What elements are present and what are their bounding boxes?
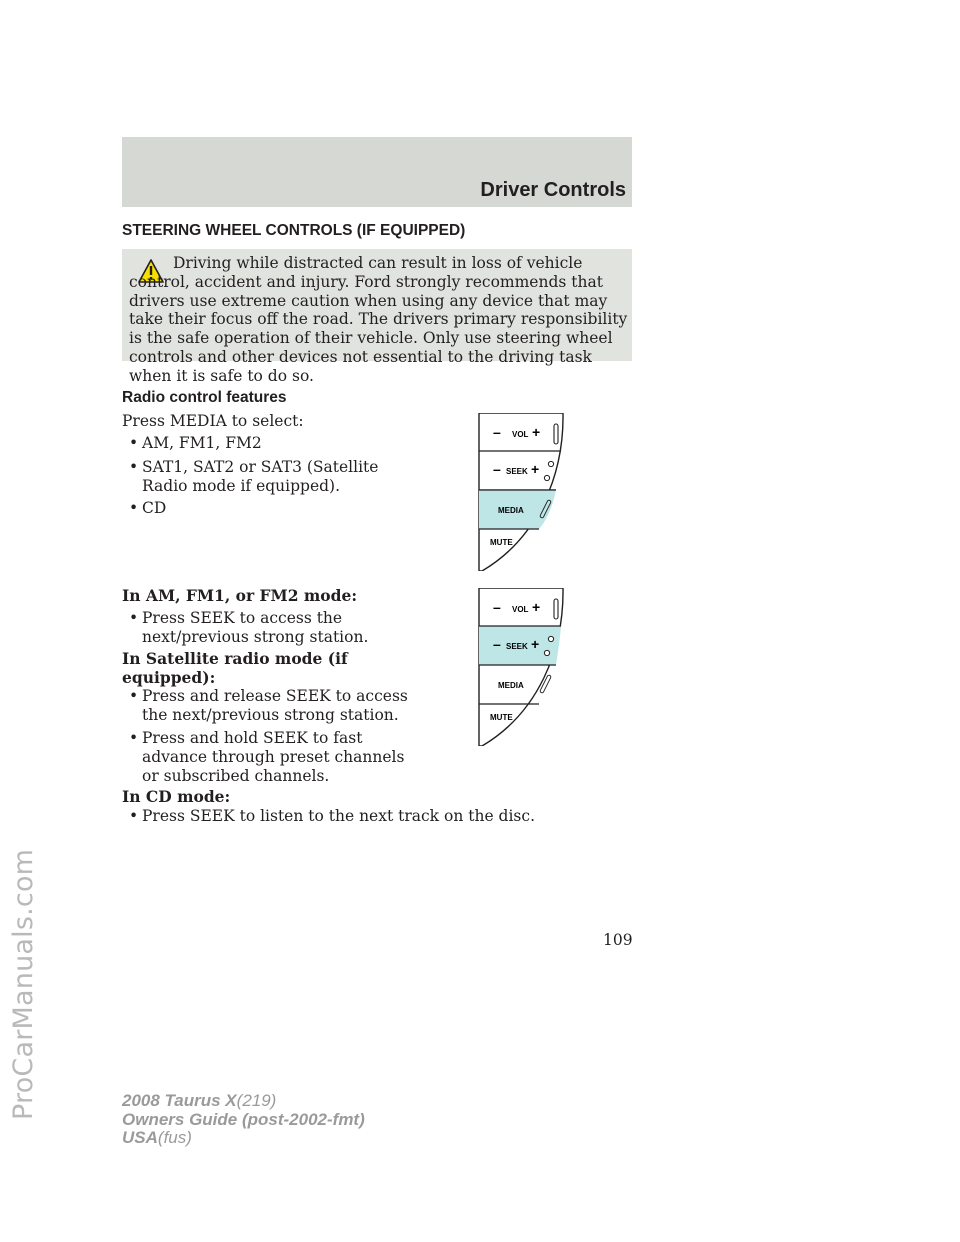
footer-model: 2008 Taurus X bbox=[122, 1091, 237, 1110]
media-label: MEDIA bbox=[498, 681, 524, 690]
sat-mode-heading: In Satellite radio mode (if equipped): bbox=[122, 649, 348, 687]
header-band bbox=[122, 137, 632, 207]
list-item: CD bbox=[142, 499, 167, 517]
seek-plus: + bbox=[531, 461, 540, 477]
footer-guide: Owners Guide (post-2002-fmt) bbox=[122, 1109, 365, 1129]
vol-plus: + bbox=[532, 599, 541, 615]
cd-mode-heading: In CD mode: bbox=[122, 787, 231, 806]
vol-minus: – bbox=[493, 599, 501, 615]
page-number: 109 bbox=[603, 931, 633, 949]
steering-control-panel-media bbox=[476, 413, 566, 575]
bullet-glyph: • bbox=[129, 609, 139, 627]
seek-dot-icon bbox=[548, 636, 553, 641]
seek-minus: – bbox=[493, 461, 501, 477]
footer-region-code: (fus) bbox=[157, 1128, 192, 1147]
warning-text: Driving while distracted can result in loss of vehicle control, accident and injury. Ford strongly recommends that drivers use extreme caution when using any device that may take their focus off the road. The drivers primary responsibility is the safe operation of their vehicle. Only use steering wheel controls and other devices not essential to the driving task when it is safe to do so. bbox=[129, 254, 628, 385]
bullet-glyph: • bbox=[129, 434, 139, 452]
list-item: Press SEEK to access the next/previous strong station. bbox=[142, 609, 369, 646]
bullet-glyph: • bbox=[129, 807, 139, 825]
bullet-glyph: • bbox=[129, 729, 139, 747]
seek-plus: + bbox=[531, 636, 540, 652]
seek-minus: – bbox=[493, 636, 501, 652]
list-item: AM, FM1, FM2 bbox=[142, 434, 262, 452]
steering-control-panel-seek bbox=[476, 588, 566, 750]
am-mode-heading: In AM, FM1, or FM2 mode: bbox=[122, 586, 358, 605]
seek-label: SEEK bbox=[506, 642, 528, 651]
mute-label: MUTE bbox=[490, 713, 513, 722]
footer-model-code: (219) bbox=[236, 1091, 277, 1110]
vol-minus: – bbox=[493, 424, 501, 440]
section-title: STEERING WHEEL CONTROLS (IF EQUIPPED) bbox=[122, 222, 466, 239]
media-intro: Press MEDIA to select: bbox=[122, 412, 304, 430]
vol-plus: + bbox=[532, 424, 541, 440]
vol-label: VOL bbox=[512, 605, 529, 614]
mute-label: MUTE bbox=[490, 538, 513, 547]
list-item: Press and hold SEEK to fast advance through preset channels or subscribed channels. bbox=[142, 729, 405, 785]
list-item: Press SEEK to listen to the next track on the disc. bbox=[142, 807, 535, 825]
footer-region: USA bbox=[122, 1128, 158, 1147]
footer bbox=[122, 1092, 365, 1148]
vol-label: VOL bbox=[512, 430, 529, 439]
page-header-title: Driver Controls bbox=[480, 179, 626, 201]
radio-heading: Radio control features bbox=[122, 389, 287, 406]
bullet-glyph: • bbox=[129, 458, 139, 476]
list-item: Press and release SEEK to access the next/previous strong station. bbox=[142, 687, 408, 724]
bullet-glyph: • bbox=[129, 687, 139, 705]
warning-box bbox=[122, 249, 632, 385]
seek-dot-icon bbox=[544, 650, 549, 655]
list-item: SAT1, SAT2 or SAT3 (Satellite Radio mode if equipped). bbox=[142, 458, 379, 495]
seek-label: SEEK bbox=[506, 467, 528, 476]
media-label: MEDIA bbox=[498, 506, 524, 515]
bullet-glyph: • bbox=[129, 499, 139, 517]
watermark: ProCarManuals.com bbox=[8, 848, 39, 1120]
